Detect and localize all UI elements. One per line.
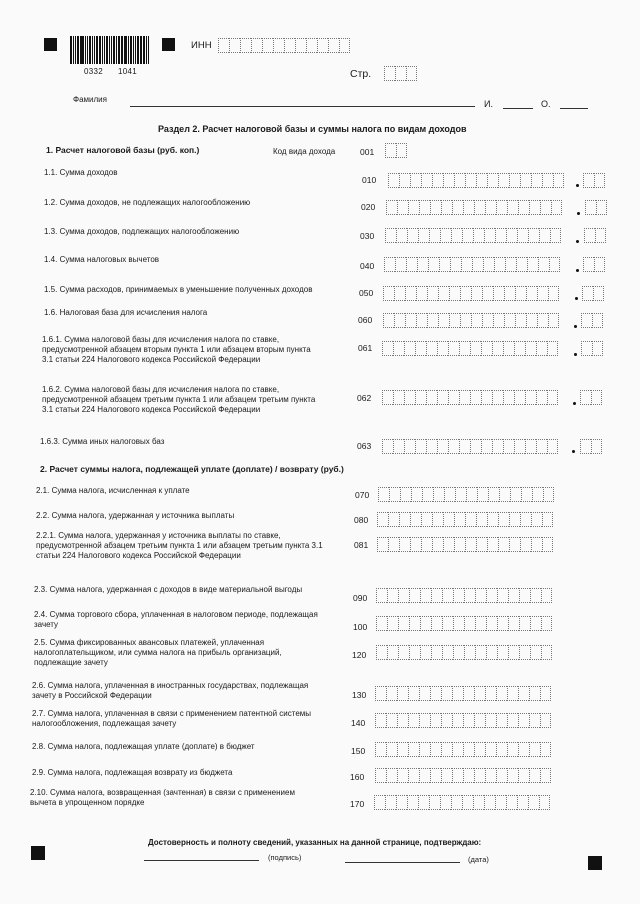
signature-label: (подпись)	[268, 853, 302, 862]
part2-label-090: 2.3. Сумма налога, удержанная с доходов в виде материальной выгоды	[34, 585, 303, 594]
part2-label-100: 2.4. Сумма торгового сбора, уплаченная в налоговом периоде, подлежащая зачету	[34, 610, 318, 629]
initial-i-label: И.	[484, 99, 493, 109]
line-081-amount-field[interactable]	[377, 537, 553, 552]
part2-code-130: 130	[352, 690, 367, 700]
line-040-kopecks-field[interactable]	[583, 257, 605, 272]
line-120-amount-field[interactable]	[376, 645, 552, 660]
part1-label-062: 1.6.2. Сумма налоговой базы для исчисления налога по ставке, предусмотренной абзацем третьим пункта 1 или абзацем третьим пункта 3.1 статьи 224 Налогового кодекса Российской Федерации	[42, 385, 316, 414]
line-062-rubles-field[interactable]	[382, 390, 558, 405]
income-code-line: 001	[360, 147, 375, 157]
part2-code-160: 160	[350, 772, 365, 782]
line-080-amount-field[interactable]	[377, 512, 553, 527]
part1-code-060: 060	[358, 315, 373, 325]
part2-label-140: 2.7. Сумма налога, уплаченная в связи с применением патентной системы налогообложения, подлежащая зачету	[32, 709, 312, 728]
part2-code-170: 170	[350, 799, 365, 809]
date-field[interactable]	[345, 862, 460, 863]
line-061-kopecks-field[interactable]	[581, 341, 603, 356]
part1-code-063: 063	[357, 441, 372, 451]
line-130-amount-field[interactable]	[375, 686, 551, 701]
line-050-rubles-field[interactable]	[383, 286, 559, 301]
decimal-point	[576, 240, 579, 243]
part2-label-150: 2.8. Сумма налога, подлежащая уплате (доплате) в бюджет	[32, 742, 255, 751]
line-020-rubles-field[interactable]	[386, 200, 562, 215]
income-code-label: Код вида дохода	[273, 147, 336, 156]
part1-code-020: 020	[361, 202, 376, 212]
registration-mark-bottom-right	[588, 856, 602, 870]
part2-label-170: 2.10. Сумма налога, возвращенная (зачтенная) в связи с применением вычета в упрощенном порядке	[30, 788, 295, 807]
part1-label-040: 1.4. Сумма налоговых вычетов	[44, 255, 160, 264]
part2-code-081: 081	[354, 540, 369, 550]
part2-label-120: 2.5. Сумма фиксированных авансовых платежей, уплаченная налогоплательщиком, или сумма налога на прибыль организаций, подлежащие зачету	[34, 638, 282, 667]
part2-title: 2. Расчет суммы налога, подлежащей уплате (доплате) / возврату (руб.)	[40, 464, 344, 474]
part1-label-010: 1.1. Сумма доходов	[44, 168, 118, 177]
line-030-rubles-field[interactable]	[385, 228, 561, 243]
decimal-point	[574, 325, 577, 328]
line-061-rubles-field[interactable]	[382, 341, 558, 356]
line-020-kopecks-field[interactable]	[585, 200, 607, 215]
inn-field[interactable]	[218, 38, 350, 53]
part1-title: 1. Расчет налоговой базы (руб. коп.)	[46, 145, 200, 155]
line-100-amount-field[interactable]	[376, 616, 552, 631]
decimal-point	[575, 297, 578, 300]
date-label: (дата)	[468, 855, 489, 864]
part2-label-070: 2.1. Сумма налога, исчисленная к уплате	[36, 486, 190, 495]
part2-label-160: 2.9. Сумма налога, подлежащая возврату из бюджета	[32, 768, 233, 777]
line-170-amount-field[interactable]	[374, 795, 550, 810]
registration-mark-top-left	[44, 38, 57, 51]
part1-code-030: 030	[360, 231, 375, 241]
section-title: Раздел 2. Расчет налоговой базы и суммы налога по видам доходов	[158, 124, 467, 134]
page-number-field[interactable]	[384, 66, 417, 81]
registration-mark-bottom-left	[31, 846, 45, 860]
line-090-amount-field[interactable]	[376, 588, 552, 603]
part2-code-120: 120	[352, 650, 367, 660]
part1-code-050: 050	[359, 288, 374, 298]
part2-code-140: 140	[351, 718, 366, 728]
part1-label-063: 1.6.3. Сумма иных налоговых баз	[40, 437, 165, 446]
decimal-point	[576, 269, 579, 272]
part1-label-060: 1.6. Налоговая база для исчисления налога	[44, 308, 208, 317]
part1-code-040: 040	[360, 261, 375, 271]
part1-label-020: 1.2. Сумма доходов, не подлежащих налогообложению	[44, 198, 251, 207]
part1-label-061: 1.6.1. Сумма налоговой базы для исчисления налога по ставке, предусмотренной абзацем вторым пункта 1 или абзацем вторым пункта 3.1 статьи 224 Налогового кодекса Российской Федерации	[42, 335, 311, 364]
line-160-amount-field[interactable]	[375, 768, 551, 783]
line-150-amount-field[interactable]	[375, 742, 551, 757]
line-063-rubles-field[interactable]	[382, 439, 558, 454]
part1-label-050: 1.5. Сумма расходов, принимаемых в уменьшение полученных доходов	[44, 285, 313, 294]
line-063-kopecks-field[interactable]	[580, 439, 602, 454]
part1-code-010: 010	[362, 175, 377, 185]
inn-label: ИНН	[191, 40, 212, 51]
line-060-rubles-field[interactable]	[383, 313, 559, 328]
page-label: Стр.	[350, 68, 372, 80]
part1-code-061: 061	[358, 343, 373, 353]
decimal-point	[573, 402, 576, 405]
surname-label: Фамилия	[73, 95, 107, 104]
line-070-amount-field[interactable]	[378, 487, 554, 502]
line-030-kopecks-field[interactable]	[584, 228, 606, 243]
part2-code-100: 100	[353, 622, 368, 632]
decimal-point	[576, 184, 579, 187]
barcode-digits-left: 0332	[84, 67, 103, 76]
decimal-point	[572, 450, 575, 453]
barcode	[70, 36, 150, 64]
decimal-point	[574, 353, 577, 356]
part1-code-062: 062	[357, 393, 372, 403]
registration-mark-top-right	[162, 38, 175, 51]
signature-field[interactable]	[144, 860, 259, 861]
part2-code-070: 070	[355, 490, 370, 500]
part2-label-080: 2.2. Сумма налога, удержанная у источника выплаты	[36, 511, 235, 520]
line-050-kopecks-field[interactable]	[582, 286, 604, 301]
line-040-rubles-field[interactable]	[384, 257, 560, 272]
part1-label-030: 1.3. Сумма доходов, подлежащих налогообложению	[44, 227, 240, 236]
initial-i-field[interactable]	[503, 108, 533, 109]
part2-label-081: 2.2.1. Сумма налога, удержанная у источника выплаты по ставке, предусмотренной абзацем третьим пункта 1 или абзацем третьим пункта 3.1 статьи 224 Налогового кодекса Российской Федерации	[36, 531, 323, 560]
income-code-field[interactable]	[385, 143, 407, 158]
line-010-kopecks-field[interactable]	[583, 173, 605, 188]
part2-code-090: 090	[353, 593, 368, 603]
part2-label-130: 2.6. Сумма налога, уплаченная в иностранных государствах, подлежащая зачету в Российской Федерации	[32, 681, 309, 700]
decimal-point	[577, 212, 580, 215]
line-060-kopecks-field[interactable]	[581, 313, 603, 328]
line-140-amount-field[interactable]	[375, 713, 551, 728]
initial-o-field[interactable]	[560, 108, 588, 109]
confirm-text: Достоверность и полноту сведений, указанных на данной странице, подтверждаю:	[148, 838, 482, 847]
part2-code-150: 150	[351, 746, 366, 756]
surname-field[interactable]	[130, 106, 475, 107]
initial-o-label: О.	[541, 99, 551, 109]
barcode-digits-right: 1041	[118, 67, 137, 76]
part2-code-080: 080	[354, 515, 369, 525]
line-010-rubles-field[interactable]	[388, 173, 564, 188]
line-062-kopecks-field[interactable]	[580, 390, 602, 405]
